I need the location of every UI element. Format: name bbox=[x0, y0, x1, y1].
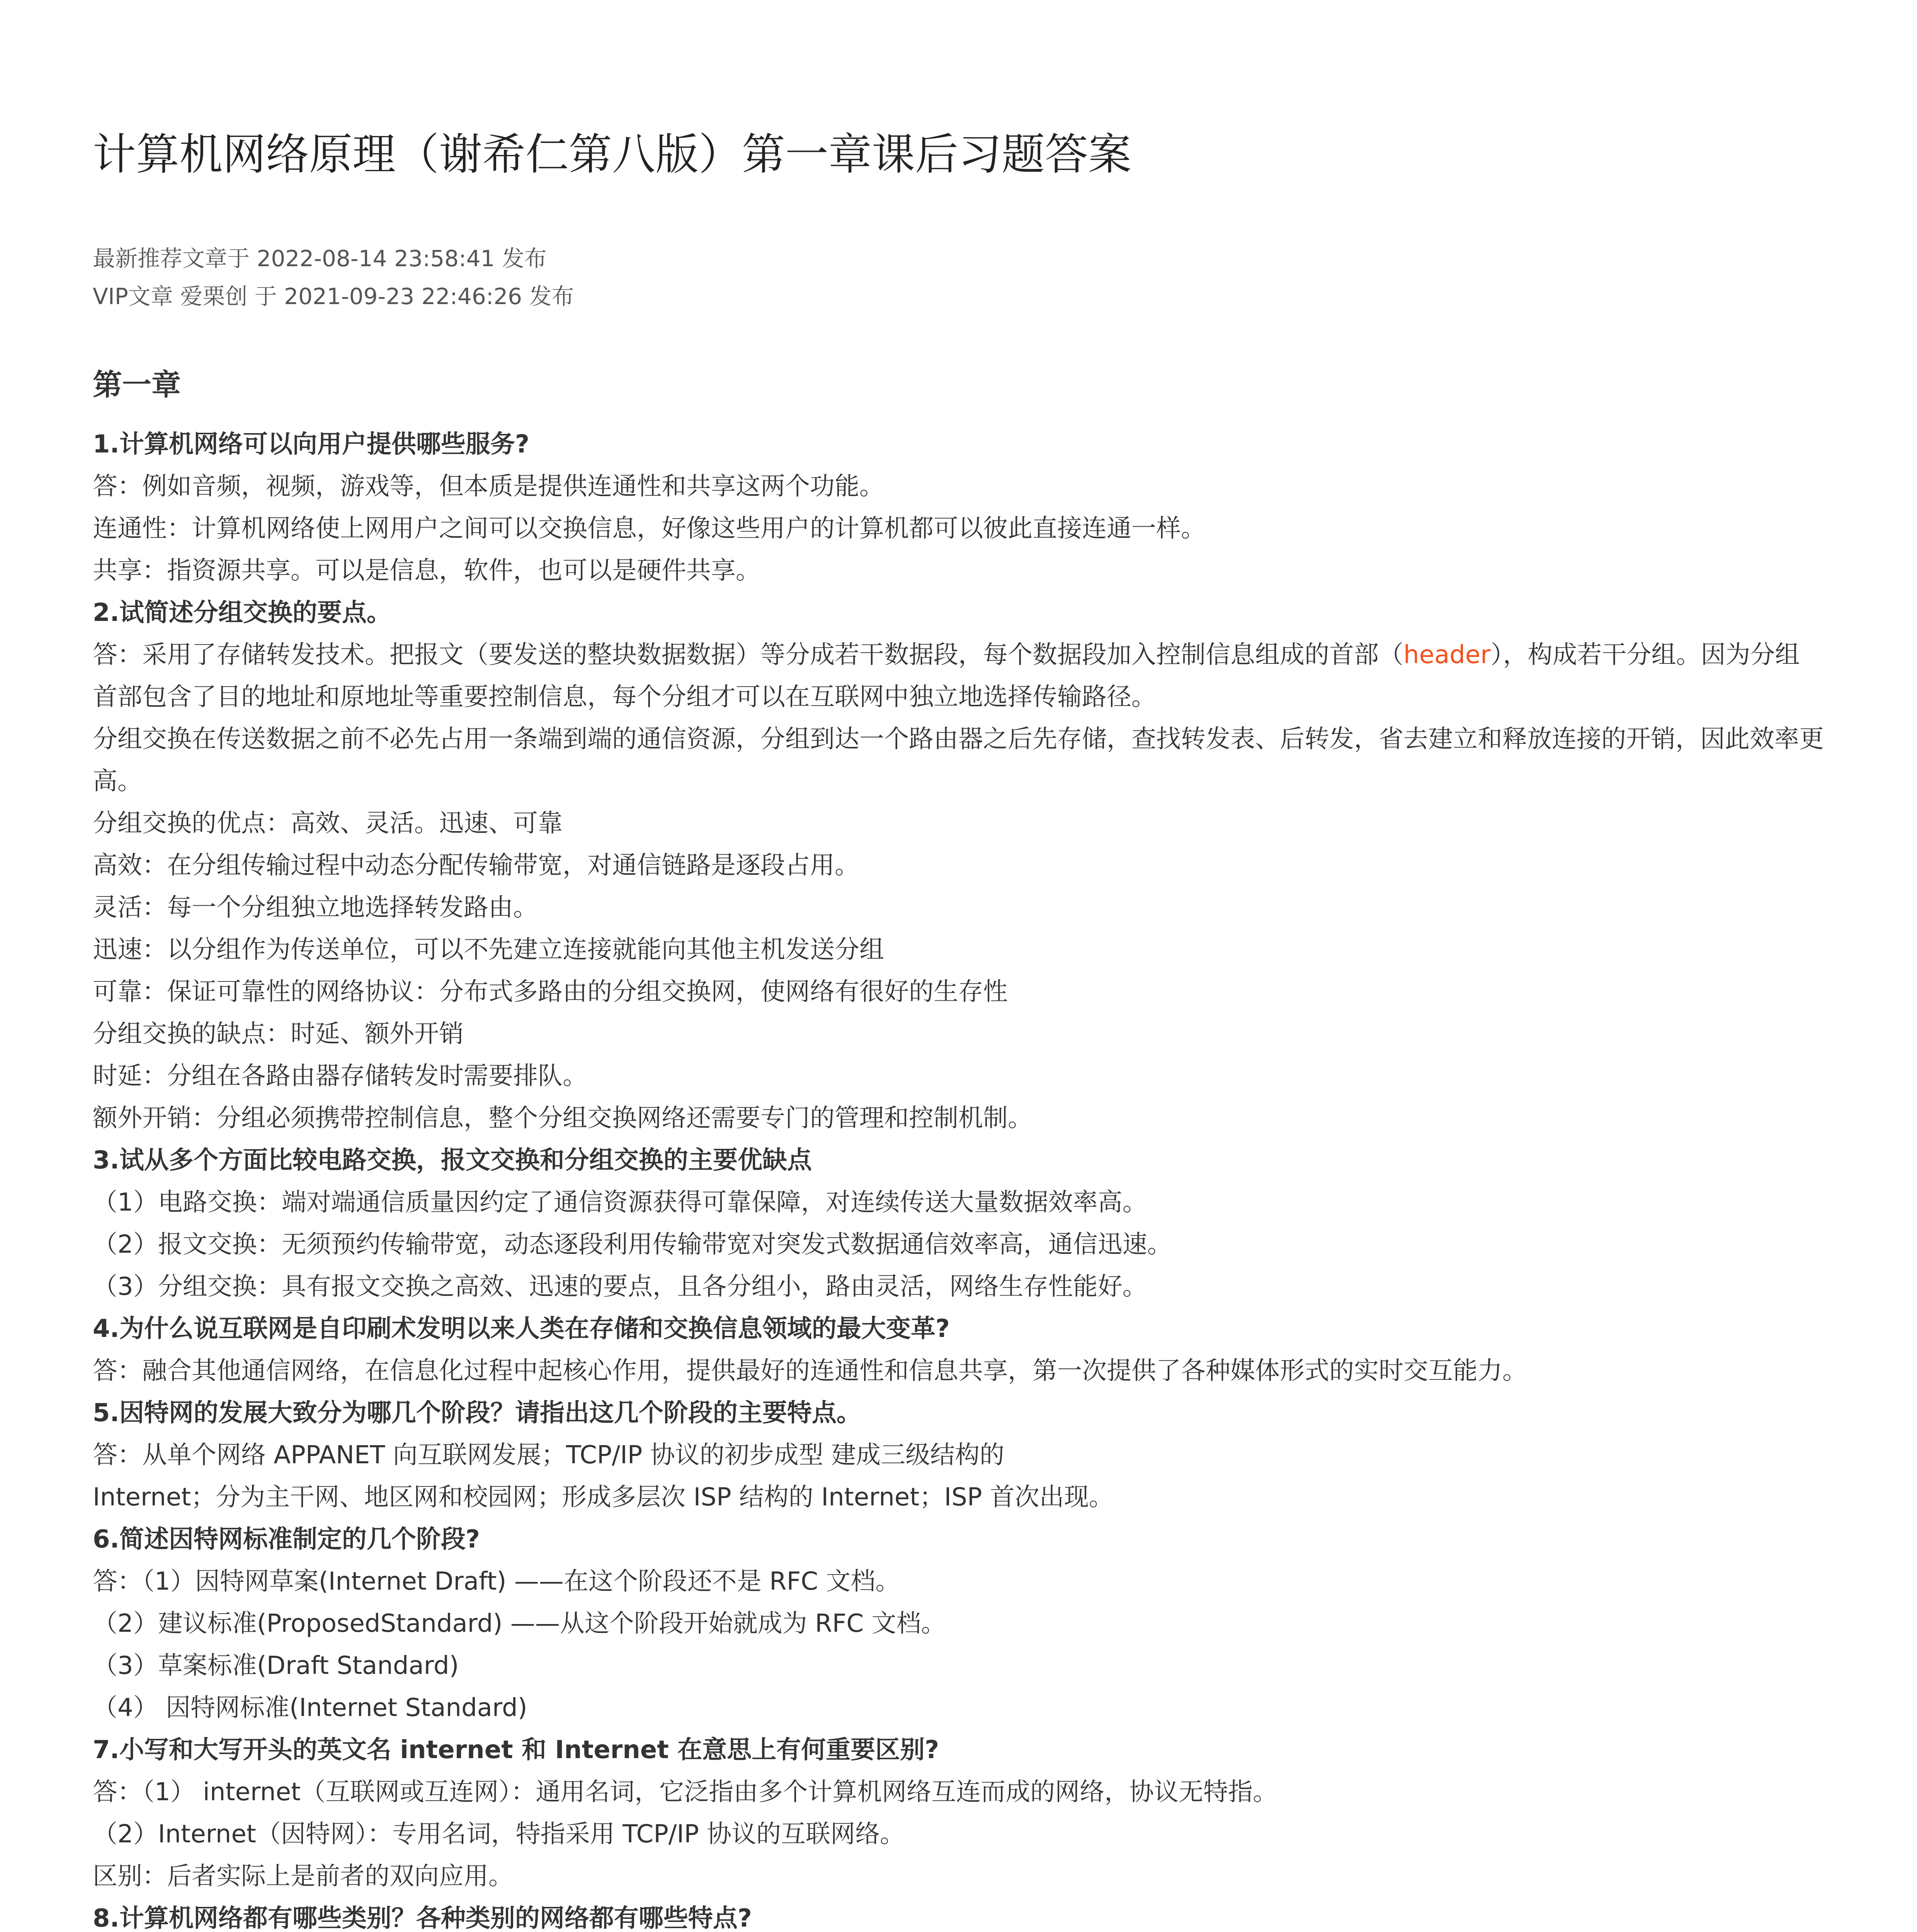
question-heading: 3.试从多个方面比较电路交换，报文交换和分组交换的主要优缺点 bbox=[93, 1146, 812, 1175]
answer-line: 连通性：计算机网络使上网用户之间可以交换信息，好像这些用户的计算机都可以彼此直接连通一样。 bbox=[93, 514, 1206, 543]
chapter-heading: 第一章 bbox=[93, 367, 181, 402]
question-heading: 6.简述因特网标准制定的几个阶段? bbox=[93, 1525, 480, 1554]
answer-line: 高效：在分组传输过程中动态分配传输带宽，对通信链路是逐段占用。 bbox=[93, 851, 859, 880]
answer-line: 可靠：保证可靠性的网络协议：分布式多路由的分组交换网，使网络有很好的生存性 bbox=[93, 978, 1008, 1006]
answer-line: 额外开销：分组必须携带控制信息，整个分组交换网络还需要专门的管理和控制机制。 bbox=[93, 1104, 1032, 1133]
answer-line: 答：例如音频，视频，游戏等，但本质是提供连通性和共享这两个功能。 bbox=[93, 472, 884, 501]
question-heading: 2.试简述分组交换的要点。 bbox=[93, 599, 391, 627]
article-meta bbox=[93, 240, 1824, 315]
answer-line: 答：（1） internet（互联网或互连网）：通用名词，它泛指由多个计算机网络互连而成的网络，协议无特指。 bbox=[93, 1778, 1278, 1806]
meta-vip: VIP文章 爱栗创 于 2021-09-23 22:46:26 发布 bbox=[93, 283, 574, 310]
answer-line: 共享：指资源共享。可以是信息，软件，也可以是硬件共享。 bbox=[93, 556, 760, 585]
question-heading: 5.因特网的发展大致分为哪几个阶段？请指出这几个阶段的主要特点。 bbox=[93, 1399, 861, 1427]
answer-text: 答：采用了存储转发技术。把报文（要发送的整块数据数据）等分成若干数据段，每个数据段加入控制信息组成的首部（ bbox=[93, 641, 1403, 669]
answer-line: 时延：分组在各路由器存储转发时需要排队。 bbox=[93, 1062, 587, 1090]
answer-line: 迅速：以分组作为传送单位，可以不先建立连接就能向其他主机发送分组 bbox=[93, 935, 884, 964]
answer-paragraph bbox=[93, 634, 1824, 718]
answer-line: （2）报文交换：无须预约传输带宽，动态逐段利用传输带宽对突发式数据通信效率高，通信迅速。 bbox=[93, 1230, 1172, 1259]
question-heading: 8.计算机网络都有哪些类别？各种类别的网络都有哪些特点? bbox=[93, 1904, 752, 1932]
answer-line: 答：融合其他通信网络，在信息化过程中起核心作用，提供最好的连通性和信息共享，第一次提供了各种媒体形式的实时交互能力。 bbox=[93, 1357, 1527, 1385]
article-title: 计算机网络原理（谢希仁第八版）第一章课后习题答案 bbox=[93, 129, 1131, 180]
answer-line: 区别：后者实际上是前者的双向应用。 bbox=[93, 1862, 513, 1891]
answer-line: （3）草案标准(Draft Standard) bbox=[93, 1651, 459, 1680]
answer-line: （4） 因特网标准(Internet Standard) bbox=[93, 1694, 527, 1722]
answer-line: （1）电路交换：端对端通信质量因约定了通信资源获得可靠保障，对连续传送大量数据效率高。 bbox=[93, 1188, 1147, 1217]
answer-paragraph: 分组交换在传送数据之前不必先占用一条端到端的通信资源，分组到达一个路由器之后先存储，查找转发表、后转发，省去建立和释放连接的开销，因此效率更高。 bbox=[93, 725, 1824, 796]
article-body bbox=[93, 423, 1824, 1932]
answer-text: ），构成若干分组。因为分组首部包含了目的地址和原地址等重要控制信息，每个分组才可以在互联网中独立地选择传输路径。 bbox=[93, 641, 1800, 711]
answer-line: 分组交换的优点：高效、灵活。迅速、可靠 bbox=[93, 809, 563, 838]
header-term: header bbox=[1403, 641, 1491, 669]
answer-line: （3）分组交换：具有报文交换之高效、迅速的要点，且各分组小，路由灵活，网络生存性能好。 bbox=[93, 1272, 1147, 1301]
answer-line: 灵活：每一个分组独立地选择转发路由。 bbox=[93, 893, 538, 922]
answer-line: Internet；分为主干网、地区网和校园网；形成多层次 ISP 结构的 Internet；ISP 首次出现。 bbox=[93, 1483, 1114, 1512]
question-heading: 1.计算机网络可以向用户提供哪些服务? bbox=[93, 430, 529, 459]
meta-recommended: 最新推荐文章于 2022-08-14 23:58:41 发布 bbox=[93, 245, 547, 272]
answer-line: （2）Internet（因特网）：专用名词，特指采用 TCP/IP 协议的互联网络。 bbox=[93, 1820, 905, 1849]
answer-line: （2）建议标准(ProposedStandard) ——从这个阶段开始就成为 RFC 文档。 bbox=[93, 1609, 946, 1638]
answer-line: 分组交换的缺点：时延、额外开销 bbox=[93, 1020, 464, 1048]
question-heading: 7.小写和大写开头的英文名 internet 和 Internet 在意思上有何重要区别? bbox=[93, 1736, 939, 1764]
question-heading: 4.为什么说互联网是自印刷术发明以来人类在存储和交换信息领域的最大变革? bbox=[93, 1315, 950, 1343]
answer-line: 答：从单个网络 APPANET 向互联网发展；TCP/IP 协议的初步成型 建成三级结构的 bbox=[93, 1441, 1005, 1469]
answer-line: 答：（1）因特网草案(Internet Draft) ——在这个阶段还不是 RFC 文档。 bbox=[93, 1567, 900, 1596]
